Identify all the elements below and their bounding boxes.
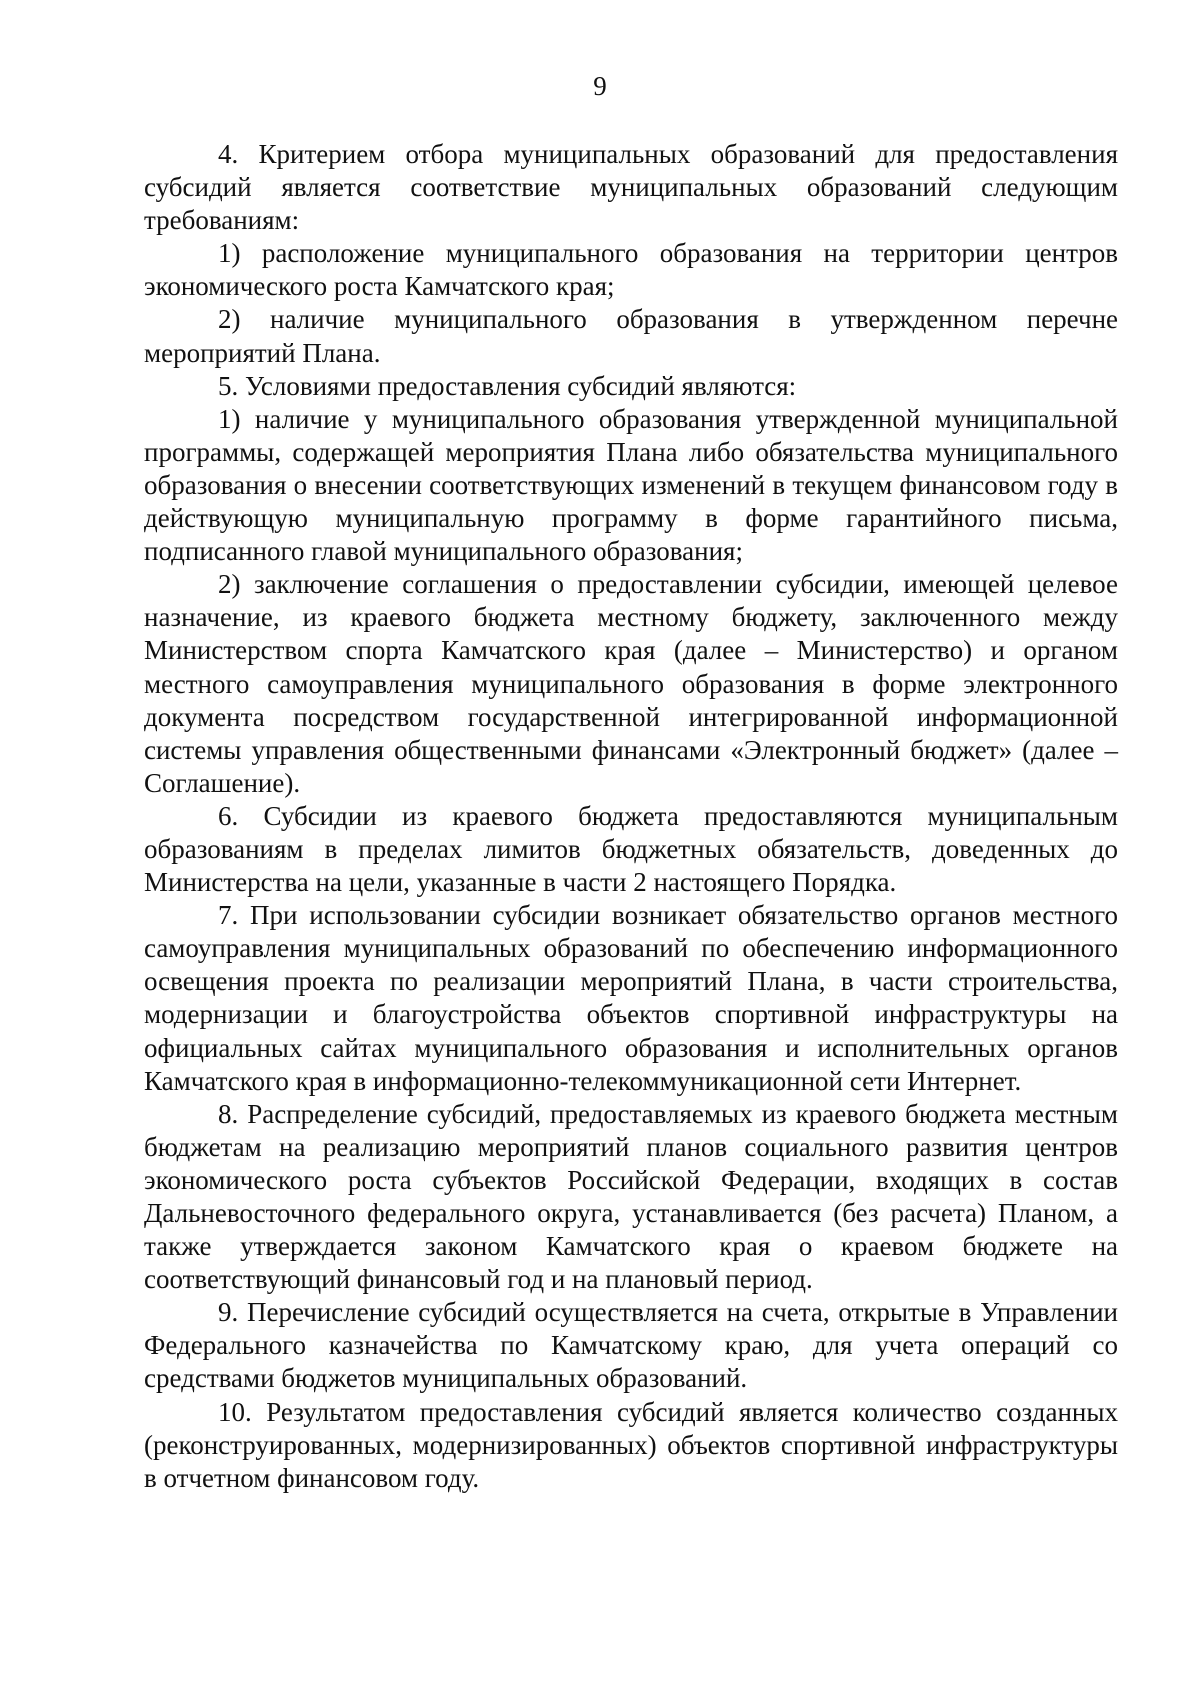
paragraph-5-item-2: 2) заключение соглашения о предоставлении субсидии, имеющей целевое назначение, из краевого бюджета местному бюджету, заключенного между Министерством спорта Камчатского края (далее – Министерство) и органом местного самоуправления муниципального образования в форме электронного документа посредством государственной интегрированной информационной системы управления общественными финансами «Электронный бюджет» (далее – Соглашение). xyxy=(144,569,1118,798)
paragraph-8: 8. Распределение субсидий, предоставляемых из краевого бюджета местным бюджетам на реализацию мероприятий планов социального развития центров экономического роста субъектов Российской Федерации, входящих в состав Дальневосточного федерального округа, устанавливается (без расчета) Планом, а также утверждается законом Камчатского края о краевом бюджете на соответствующий финансовый год и на плановый период. xyxy=(144,1098,1118,1295)
paragraph-4-item-2: 2) наличие муниципального образования в утвержденном перечне мероприятий Плана. xyxy=(144,304,1118,368)
document-body xyxy=(144,138,1118,1495)
paragraph-5-item-1: 1) наличие у муниципального образования утвержденной муниципальной программы, содержащей мероприятия Плана либо обязательства муниципального образования о внесении соответствующих изменений в текущем финансовом году в действующую муниципальную программу в форме гарантийного письма, подписанного главой муниципального образования; xyxy=(144,403,1118,567)
page-number: 9 xyxy=(593,71,607,101)
paragraph-9: 9. Перечисление субсидий осуществляется на счета, открытые в Управлении Федерального казначейства по Камчатскому краю, для учета операций со средствами бюджетов муниципальных образований. xyxy=(144,1297,1118,1394)
paragraph-4-item-1: 1) расположение муниципального образования на территории центров экономического роста Камчатского края; xyxy=(144,238,1118,302)
paragraph-5: 5. Условиями предоставления субсидий являются: xyxy=(218,370,797,401)
paragraph-7: 7. При использовании субсидии возникает обязательство органов местного самоуправления муниципальных образований по обеспечению информационного освещения проекта по реализации мероприятий Плана, в части строительства, модернизации и благоустройства объектов спортивной инфраструктуры на официальных сайтах муниципального образования и исполнительных органов Камчатского края в информационно-телекоммуникационной сети Интернет. xyxy=(144,900,1118,1096)
paragraph-6: 6. Субсидии из краевого бюджета предоставляются муниципальным образованиям в пределах лимитов бюджетных обязательств, доведенных до Министерства на цели, указанные в части 2 настоящего Порядка. xyxy=(144,800,1118,898)
paragraph-4: 4. Критерием отбора муниципальных образований для предоставления субсидий является соответствие муниципальных образований следующим требованиям: xyxy=(144,139,1118,236)
paragraph-10: 10. Результатом предоставления субсидий является количество созданных (реконструированных, модернизированных) объектов спортивной инфраструктуры в отчетном финансовом году. xyxy=(144,1396,1118,1493)
